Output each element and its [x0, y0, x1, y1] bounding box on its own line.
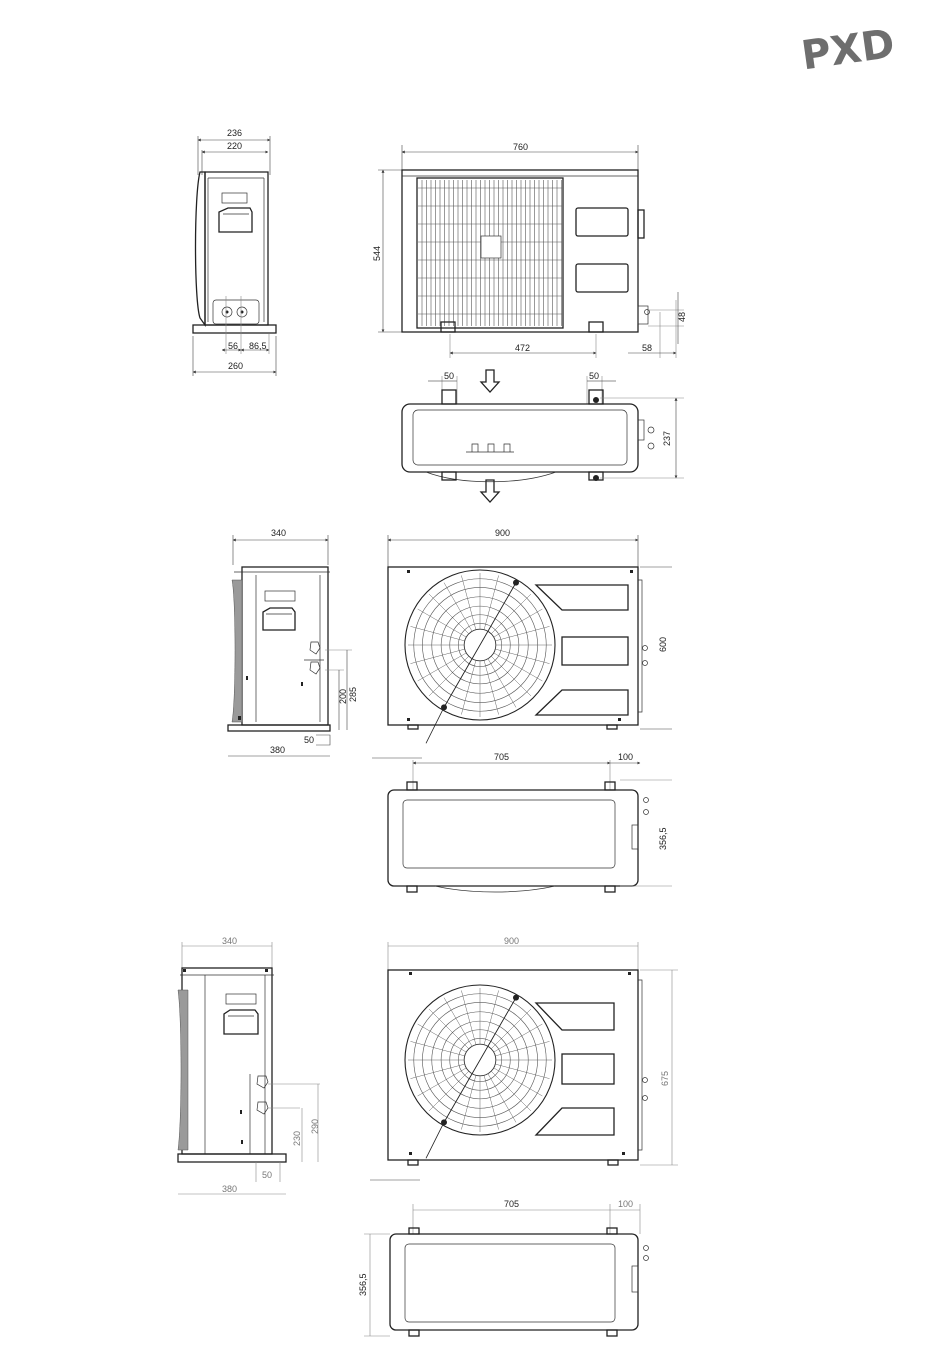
brand-logo: [799, 21, 898, 80]
unit1-front-dim-48: 48: [677, 311, 687, 322]
unit2-front-dim-900: 900: [495, 528, 511, 538]
unit1-side-dim-220: 220: [227, 141, 243, 151]
unit1-front-dim-472: 472: [515, 343, 531, 353]
unit2-side-view: [228, 528, 358, 756]
unit1-side-dim-236: 236: [227, 128, 243, 138]
unit3-side-dim-230: 230: [292, 1130, 302, 1146]
unit3-side-dim-290: 290: [310, 1118, 320, 1134]
unit1-side-dim-56: 56: [228, 341, 239, 351]
unit1-top-view: [402, 371, 684, 482]
unit2-top-view: [388, 752, 672, 892]
unit2-fan-guard: [405, 570, 555, 743]
unit3-front-dim-900: 900: [504, 936, 520, 946]
unit3-top-view: [358, 1199, 649, 1336]
unit3-top-dim-100: 100: [618, 1199, 634, 1209]
unit3-fan-guard: [405, 985, 555, 1158]
unit2-side-dim-200: 200: [338, 688, 348, 704]
unit3-top-dim-705: 705: [504, 1199, 520, 1209]
unit1-airflow-arrows: [481, 370, 499, 502]
unit2-front-view: [372, 528, 672, 758]
unit3-front-dim-675: 675: [660, 1070, 670, 1086]
unit3-top-dim-356-5: 356,5: [358, 1273, 368, 1296]
unit2-side-dim-340: 340: [271, 528, 287, 538]
airflow-down-arrow-bottom: [481, 480, 499, 502]
unit2-top-dim-705: 705: [494, 752, 510, 762]
unit1-front-dim-544: 544: [372, 245, 382, 261]
unit3-front-view: [370, 936, 678, 1180]
unit1-side-view: [193, 128, 276, 376]
unit1-front-view: [372, 142, 687, 358]
unit2-side-dim-285: 285: [348, 686, 358, 702]
unit1-top-dim-foot-right: 50: [589, 371, 600, 381]
unit1-side-dim-260: 260: [228, 361, 244, 371]
unit2-top-dim-356-5: 356,5: [658, 827, 668, 850]
unit2-side-dim-380: 380: [270, 745, 286, 755]
unit2-top-dim-100: 100: [618, 752, 634, 762]
brand-logo-text: PXD: [798, 20, 898, 80]
airflow-down-arrow-top: [481, 370, 499, 392]
unit1-side-dim-86-5: 86,5: [249, 341, 267, 351]
unit3-side-view: [178, 936, 320, 1194]
unit1-front-dim-760: 760: [513, 142, 529, 152]
unit1-top-dim-foot-left: 50: [444, 371, 455, 381]
unit2-side-dim-50: 50: [304, 735, 315, 745]
unit1-front-dim-58: 58: [642, 343, 653, 353]
unit1-top-dim-237: 237: [662, 430, 672, 446]
unit3-side-dim-340: 340: [222, 936, 238, 946]
unit2-front-dim-600: 600: [658, 636, 668, 652]
unit3-side-dim-50: 50: [262, 1170, 273, 1180]
unit3-side-dim-380: 380: [222, 1184, 238, 1194]
